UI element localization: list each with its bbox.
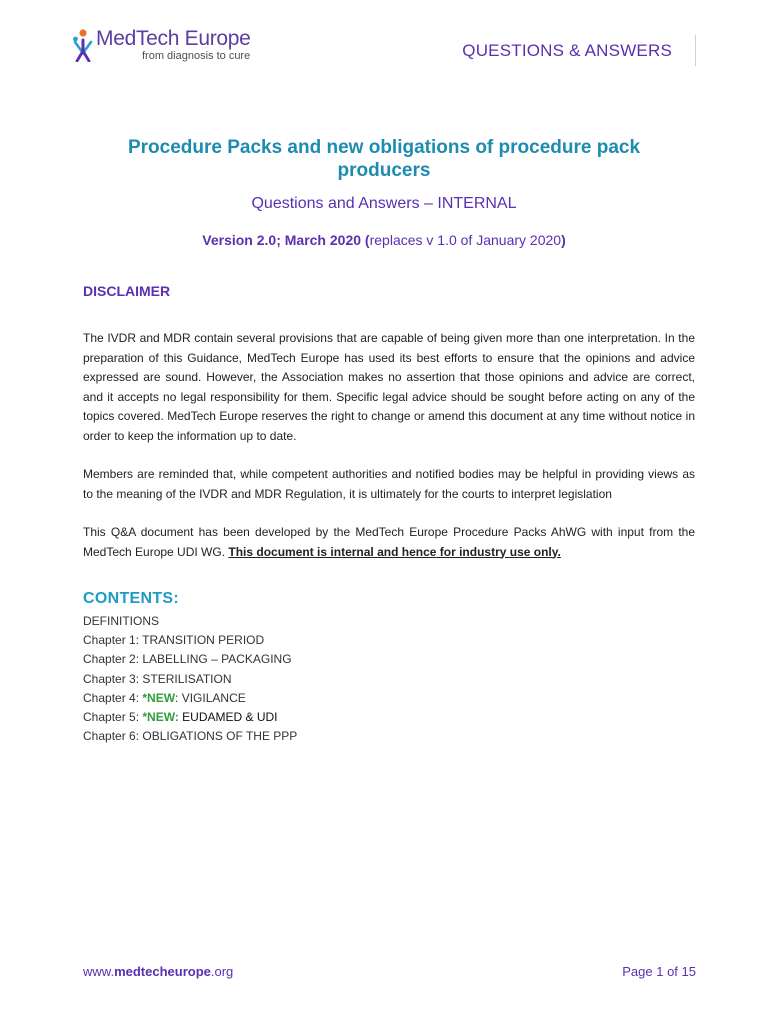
chapter-4-prefix: Chapter 4: (83, 690, 143, 705)
internal-use-notice: This document is internal and hence for industry use only. (228, 544, 561, 559)
toc-item-chapter-4[interactable] (83, 689, 297, 708)
version-paren-open: ( (361, 232, 370, 248)
url-domain: medtecheurope (114, 964, 211, 979)
document-subtitle: Questions and Answers – INTERNAL (251, 195, 517, 212)
version-replaces: replaces v 1.0 of January 2020 (369, 232, 562, 248)
logo-figure-icon (72, 28, 94, 62)
disclaimer-paragraph-3 (83, 523, 695, 562)
toc-item-definitions[interactable]: DEFINITIONS (83, 614, 160, 628)
chapter-5-title: EUDAMED & UDI (178, 710, 278, 725)
disclaimer-heading: DISCLAIMER (83, 283, 171, 299)
version-line (84, 232, 684, 248)
toc-item-chapter-2[interactable]: Chapter 2: LABELLING – PACKAGING (83, 652, 292, 667)
brand-tagline: from diagnosis to cure (142, 50, 251, 62)
new-badge: *NEW: (142, 710, 179, 725)
version-number: Version 2.0; March 2020 (202, 232, 362, 248)
brand-name: MedTech Europe (96, 27, 251, 50)
page-number: Page 1 of 15 (622, 964, 696, 979)
url-suffix: .org (210, 964, 234, 979)
chapter-4-title: : VIGILANCE (175, 690, 246, 705)
section-label: QUESTIONS & ANSWERS (462, 41, 672, 60)
url-prefix: www. (83, 964, 115, 979)
contents-heading: CONTENTS: (83, 590, 180, 607)
new-badge: *NEW (142, 690, 176, 705)
chapter-5-prefix: Chapter 5: (83, 710, 143, 725)
version-paren-close: ) (561, 232, 566, 248)
disclaimer-paragraph-1: The IVDR and MDR contain several provisions that are capable of being given more than one interpretation. In the preparation of this Guidance, MedTech Europe has used its best efforts to ensure that the opinions and advice expressed are sound. However, the Association makes no assertion that those opinions and advice are correct, and it accepts no legal responsibility for them. Specific legal advice should be sought before acting on any of the topics covered. MedTech Europe reserves the right to change or amend this document at any time without notice in order to keep the information up to date. (83, 331, 695, 443)
header-divider (695, 35, 696, 66)
toc-item-chapter-5[interactable] (83, 708, 297, 727)
paragraph-3-text: This Q&A document has been developed by the MedTech Europe Procedure Packs AhWG with input from the MedTech Europe UDI WG. (83, 525, 695, 559)
toc-item-chapter-3[interactable]: Chapter 3: STERILISATION (83, 671, 232, 686)
document-title: Procedure Packs and new obligations of procedure pack producers (127, 137, 641, 181)
toc-item-chapter-1[interactable]: Chapter 1: TRANSITION PERIOD (83, 633, 265, 648)
toc-item-chapter-6[interactable]: Chapter 6: OBLIGATIONS OF THE PPP (83, 729, 298, 744)
disclaimer-paragraph-2: Members are reminded that, while competent authorities and notified bodies may be helpful in providing views as to the meaning of the IVDR and MDR Regulation, it is ultimately for the courts to interpret legislation (83, 467, 695, 501)
footer-website-link[interactable] (83, 964, 233, 979)
medtech-europe-logo (72, 27, 272, 67)
table-of-contents (83, 612, 297, 746)
